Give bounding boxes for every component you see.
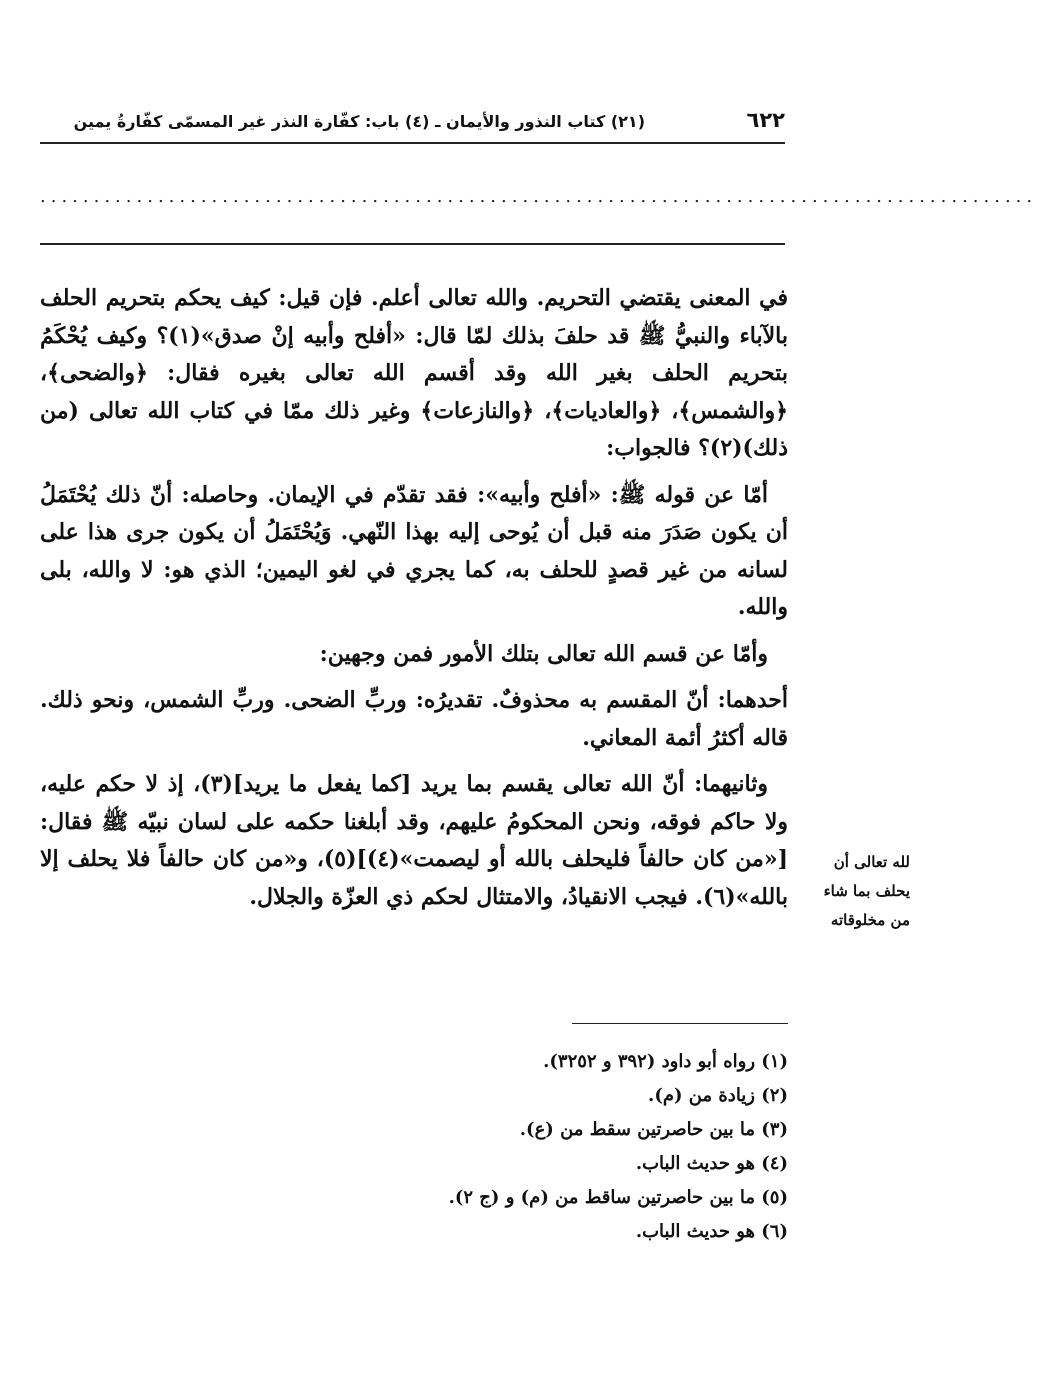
footnote-2: (٢) زيادة من (م). — [648, 1085, 788, 1106]
page-number: ٦٢٢ — [746, 108, 785, 132]
footnote-4: (٤) هو حديث الباب. — [635, 1153, 788, 1174]
footnote-1: (١) رواه أبو داود (٣٩٢ و ٣٢٥٢). — [543, 1051, 788, 1072]
header-rule — [40, 142, 785, 144]
running-title: (٢١) كتاب النذور والأيمان ـ (٤) باب: كفّارة النذر غير المسمّى كفّارةُ يمين — [73, 112, 645, 131]
section-rule — [40, 243, 785, 245]
footnote-rule — [572, 1023, 788, 1024]
paragraph-second-aspect: وثانيهما: أنّ الله تعالى يقسم بما يريد [كما يفعل ما يريد](٣)، إذ لا حكم عليه، ولا حاكم فوقه، ونحن المحكومُ عليهم، وقد أبلغنا حكمه على لسان نبيّه ﷺ فقال: [«من كان حالفاً فليحلف بالله أو ليصمت»(٤)](٥)، و«من كان حالفاً فلا يحلف إلا بالله»(٦). فيجب الانقيادُ، والامتثال لحكم ذي العزّة والجلال. — [40, 771, 788, 910]
footnote-6: (٦) هو حديث الباب. — [635, 1221, 788, 1242]
paragraph-objection: في المعنى يقتضي التحريم. والله تعالى أعلم. فإن قيل: كيف يحكم بتحريم الحلف بالآباء والنبيُّ ﷺ قد حلفَ بذلك لمّا قال: «أفلح وأبيه إنْ صدق»(١)؟ وكيف يُحْكَمُ بتحريم الحلف بغير الله وقد أقسم الله تعالى بغيره فقال: ﴿والضحى﴾، ﴿والشمس﴾، ﴿والعاديات﴾، ﴿والنازعات﴾ وغير ذلك ممّا في كتاب الله تعالى (من ذلك)(٢)؟ فالجواب: — [40, 285, 789, 461]
page-header — [40, 104, 785, 138]
footnote-3: (٣) ما بين حاصرتين سقط من (ع). — [519, 1119, 788, 1140]
footnotes — [300, 1045, 788, 1249]
paragraph-first-answer: أمّا عن قوله ﷺ: «أفلح وأبيه»: فقد تقدّم في الإيمان. وحاصله: أنّ ذلك يُحْتَمَلُ أن يكون صَدَرَ منه قبل أن يُوحى إليه بهذا النّهي. وَيُحْتَمَلُ أن يكون جرى هذا على لسانه من غير قصدٍ للحلف به، كما يجري في لغو اليمين؛ الذي هو: لا والله، بلى والله. — [40, 481, 788, 620]
paragraph-first-aspect: أحدهما: أنّ المقسم به محذوفٌ. تقديرُه: وربِّ الضحى. وربِّ الشمس، ونحو ذلك. قاله أكثرُ أئمة المعاني. — [40, 687, 788, 751]
ellipsis-separator: ............................................................................................. — [40, 186, 1037, 207]
paragraph-second-answer-intro: وأمّا عن قسم الله تعالى بتلك الأمور فمن وجهين: — [319, 640, 768, 667]
footnote-5: (٥) ما بين حاصرتين ساقط من (م) و (ج ٢). — [448, 1187, 788, 1208]
margin-note: لله تعالى أن يحلف بما شاء من مخلوقاته — [823, 853, 910, 929]
main-text — [40, 280, 788, 925]
